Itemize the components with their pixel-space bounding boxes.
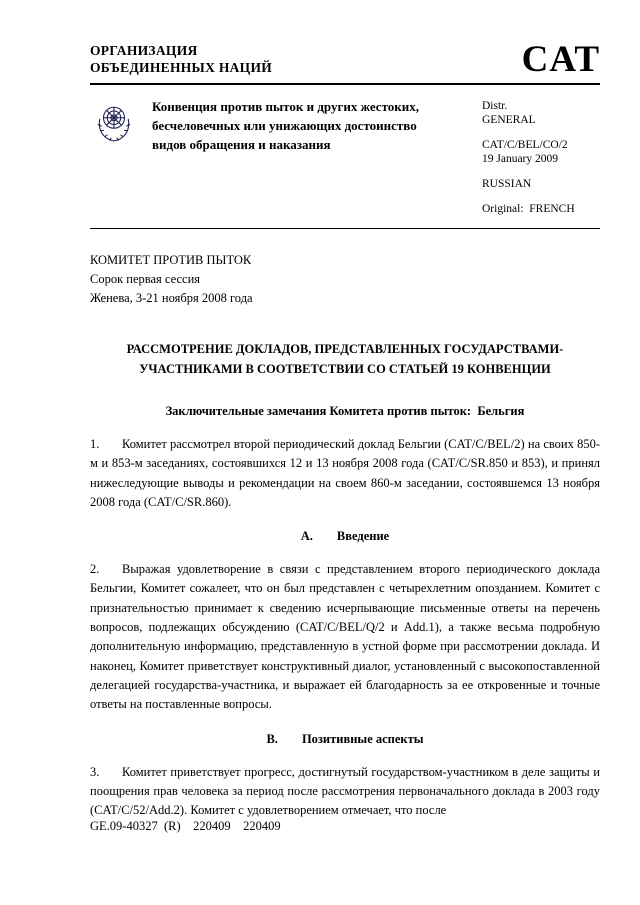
section-letter: A.: [300, 529, 313, 544]
section-title: Введение: [336, 529, 390, 544]
spacer: [482, 127, 600, 138]
paragraph-number: 1.: [90, 437, 100, 451]
footer-reference: GE.09-40327 (R) 220409 220409: [90, 819, 281, 833]
page-header: [90, 39, 600, 80]
masthead: [90, 97, 600, 216]
un-emblem-icon: [90, 97, 146, 216]
masthead-rule: [90, 228, 600, 229]
section-heading-a: [90, 527, 600, 546]
doc-language: RUSSIAN: [482, 178, 532, 190]
paragraph-number: 2.: [90, 562, 100, 577]
distr-label: Distr.: [482, 100, 508, 112]
paragraph-1: [90, 435, 600, 512]
doc-symbol: CAT/C/BEL/CO/2: [482, 139, 568, 151]
doc-date: 19 January 2009: [482, 153, 559, 165]
spacer: [482, 191, 600, 202]
paragraph-text: Выражая удовлетворение в связи с представлением второго периодического доклада Бельгии, Комитет сожалеет, что он был представлен с четырехлетним опозданием. Комитет с признательностью принимает к сведению исчерпывающие письменные ответы на перечень вопросов, подлежащих обсуждению (CAT/C/BEL/Q/2 и Add.1), а также весьма подробную дополнительную информацию, представленную в устной форме при рассмотрении доклада. И наконец, Комитет приветствует конструктивный диалог, установленный с высокопоставленной делегацией государства-участника, и выражает ей благодарность за ее откровенные и точные ответы на поставленные вопросы.: [90, 562, 600, 712]
section-title: Позитивные аспекты: [301, 731, 424, 746]
committee-name: КОМИТЕТ ПРОТИВ ПЫТОК: [90, 253, 252, 267]
distribution-info: [482, 97, 600, 216]
session-number: Сорок первая сессия: [90, 272, 201, 286]
org-name: [90, 42, 272, 76]
paragraph-number: 3.: [90, 764, 100, 779]
document-title: РАССМОТРЕНИЕ ДОКЛАДОВ, ПРЕДСТАВЛЕННЫХ ГОСУДАРСТВАМИ-УЧАСТНИКАМИ В СООТВЕТСТВИИ СО СТАТЬЕЙ 19 КОНВЕНЦИИ: [126, 342, 564, 376]
paragraph-3: [90, 763, 600, 821]
doc-code: CAT: [521, 39, 600, 80]
org-name-line1: ОРГАНИЗАЦИЯ: [90, 43, 198, 58]
section-heading-b: [90, 730, 600, 749]
convention-title: Конвенция против пыток и других жестоких, бесчеловечных или унижающих достоинство видов обращения и наказания: [152, 99, 420, 152]
org-name-line2: ОБЪЕДИНЕННЫХ НАЦИЙ: [90, 60, 273, 75]
session-block: [90, 251, 600, 308]
paragraph-text: Комитет рассмотрел второй периодический доклад Бельгии (CAT/C/BEL/2) на своих 850-м и 853-м заседаниях, состоявшихся 12 и 13 ноября 2008 года (CAT/C/SR.850 и 853), и принял нижеследующие выводы и рекомендации на своем 860-м заседании, состоявшемся 13 ноября 2008 года (CAT/C/SR.860).: [90, 437, 600, 509]
session-venue: Женева, 3-21 ноября 2008 года: [90, 291, 253, 305]
section-letter: B.: [266, 731, 278, 746]
paragraph-text: Комитет приветствует прогресс, достигнутый государством-участником в деле защиты и поощрения прав человека за период после рассмотрения первоначального доклада в 2003 году (CAT/C/52/Add.2). Комитет с удовлетворением отмечает, что после: [90, 764, 600, 818]
header-rule: [90, 83, 600, 85]
paragraph-2: [90, 560, 600, 714]
document-subtitle: Заключительные замечания Комитета против пыток: Бельгия: [165, 404, 525, 418]
doc-original-language: Original: FRENCH: [482, 203, 575, 215]
spacer: [482, 166, 600, 177]
distr-value: GENERAL: [482, 114, 536, 126]
